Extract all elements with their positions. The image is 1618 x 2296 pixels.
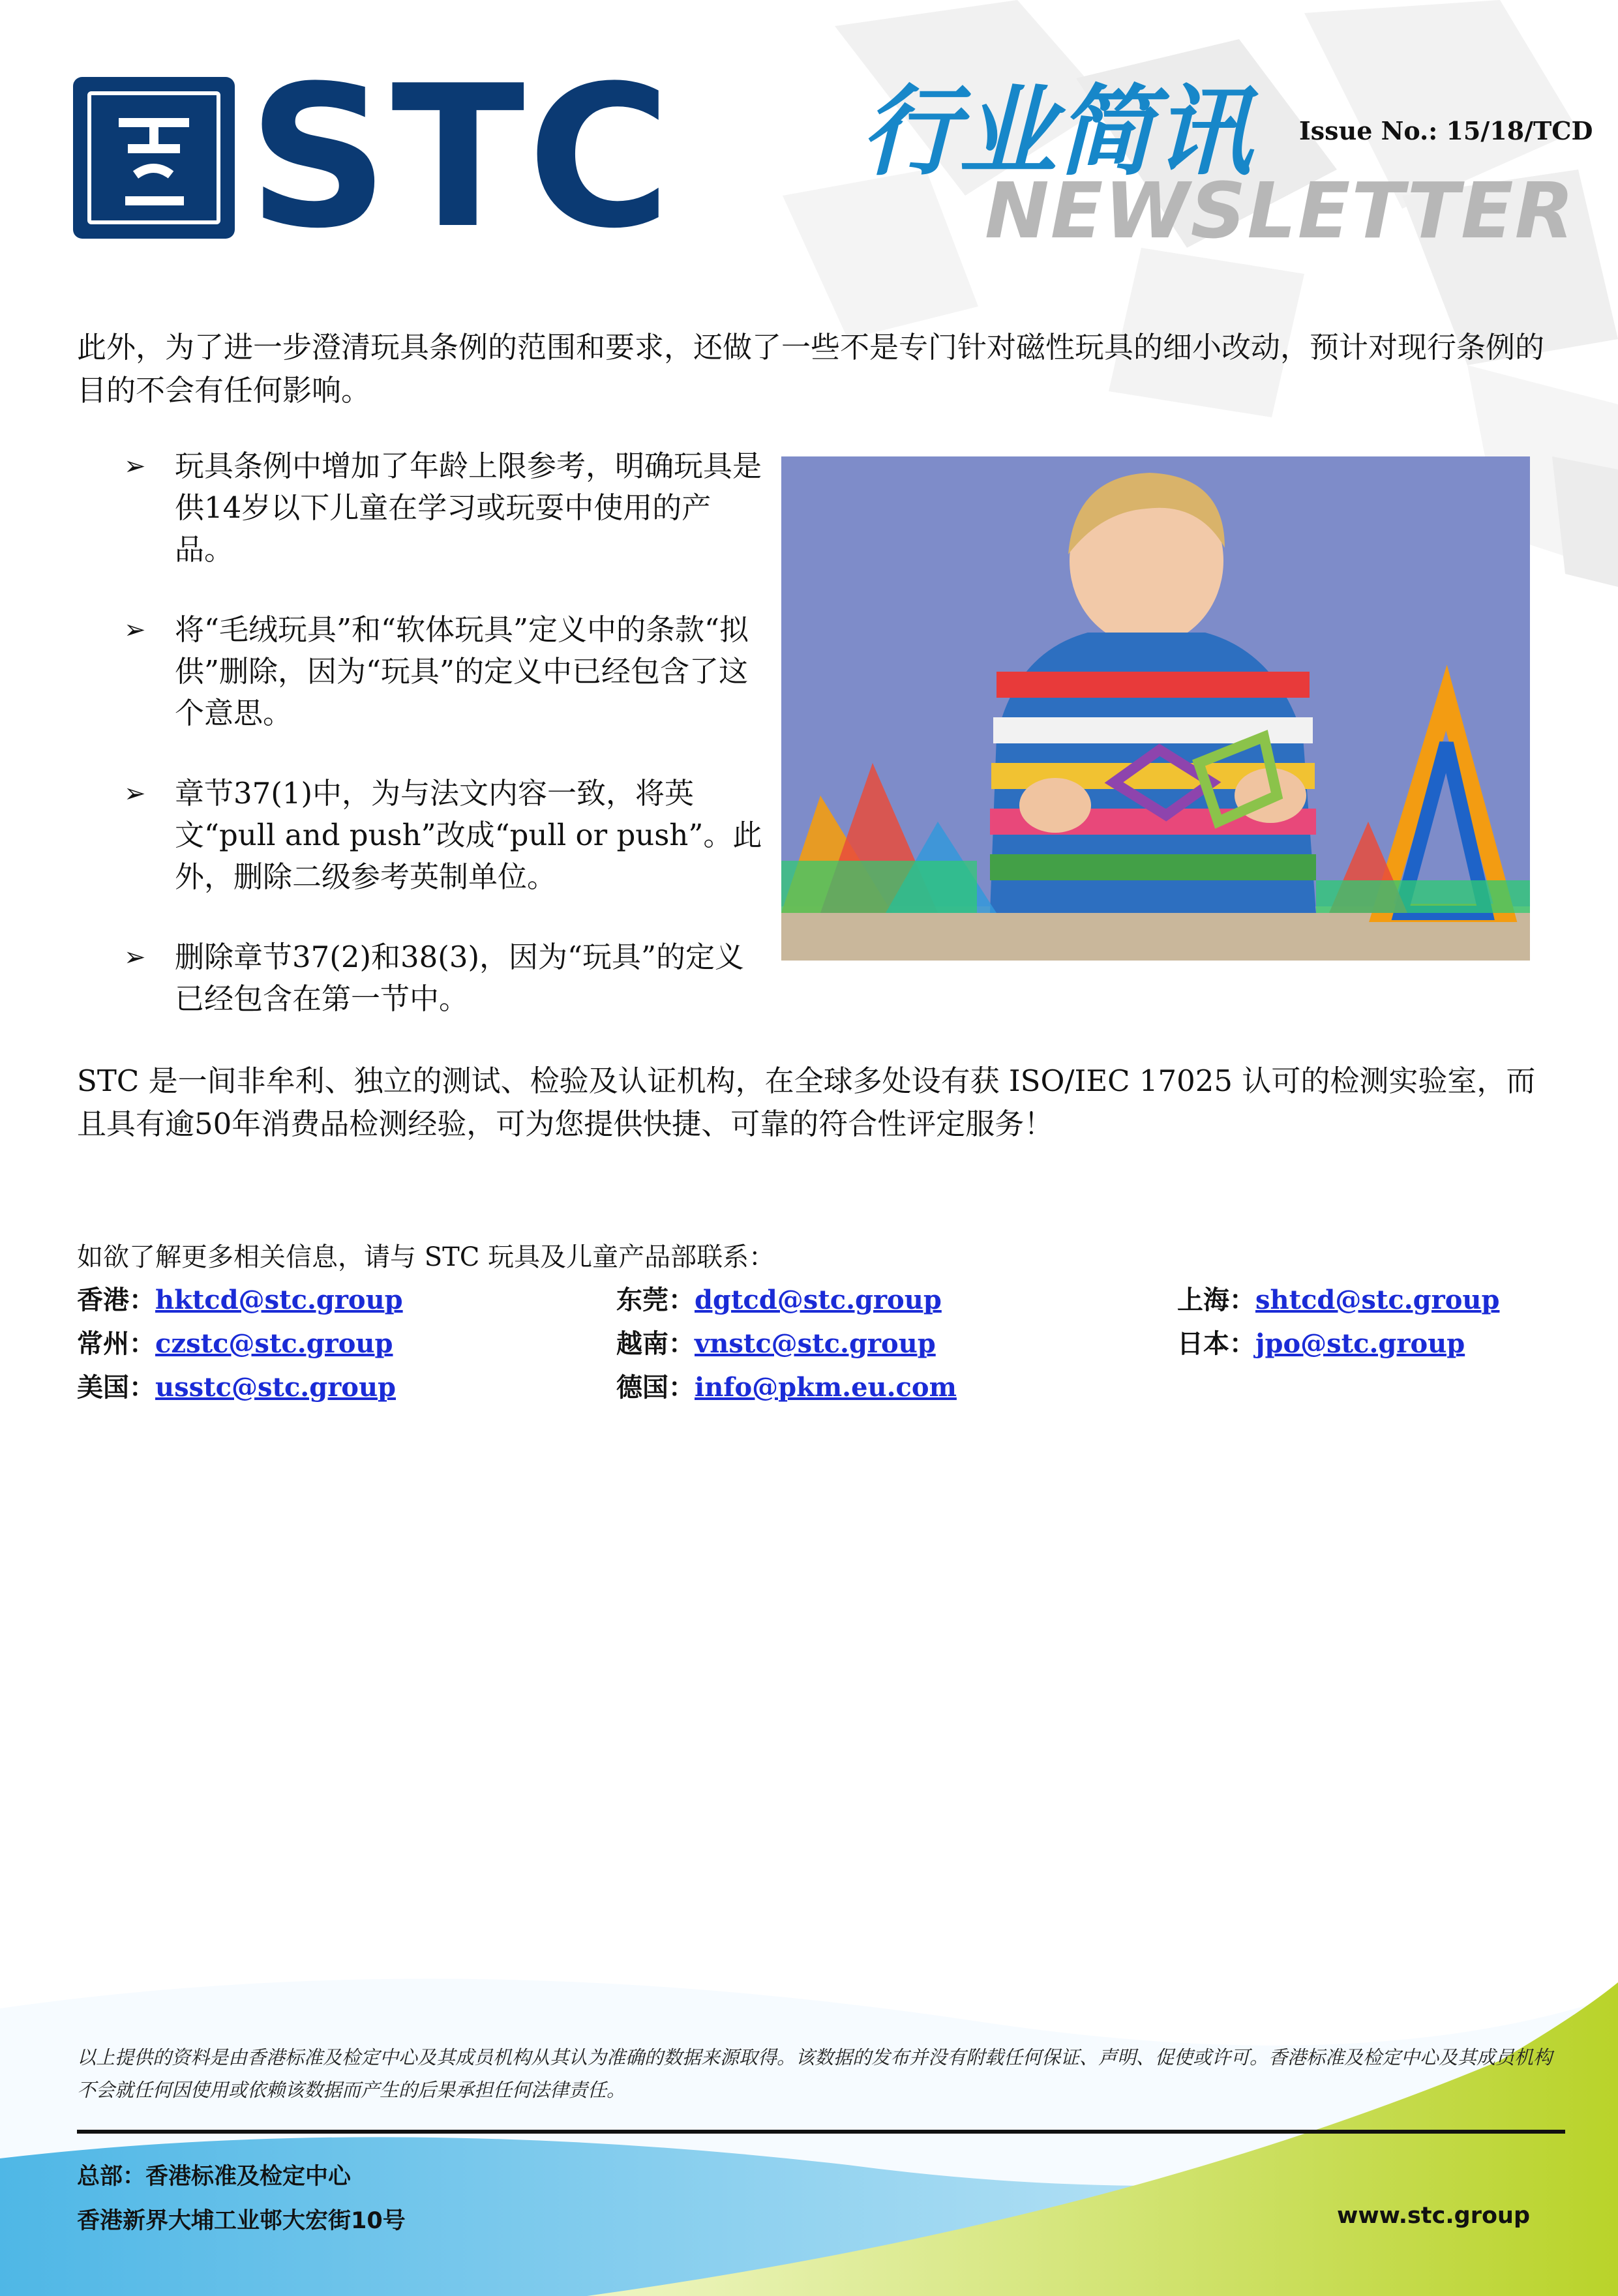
contact-hongkong: 香港：hktcd@stc.group [77,1285,403,1315]
email-link[interactable]: hktcd@stc.group [155,1285,403,1315]
arrow-bullet-icon: ➢ [124,615,146,645]
email-link[interactable]: info@pkm.eu.com [695,1372,957,1403]
list-item: ➢ 删除章节37(2)和38(3)，因为“玩具”的定义已经包含在第一节中。 [124,936,763,1020]
email-link[interactable]: usstc@stc.group [155,1372,397,1403]
email-link[interactable]: dgtcd@stc.group [695,1285,942,1315]
legal-disclaimer: 以上提供的资料是由香港标准及检定中心及其成员机构从其认为准确的数据来源取得。该数据的发布并没有附载任何保证、声明、促使或许可。香港标准及检定中心及其成员机构不会就任何因使用或依赖该数据而产生的后果承担任何法律责任。 [77,2046,1553,2101]
arrow-bullet-icon: ➢ [124,779,146,809]
change-list [124,445,763,1058]
headquarters-name: 总部：香港标准及检定中心 [77,2164,352,2190]
contact-germany: 德国：info@pkm.eu.com [616,1372,957,1403]
contact-vietnam: 越南：vnstc@stc.group [616,1328,936,1359]
about-paragraph: STC 是一间非牟利、独立的测试、检验及认证机构，在全球多处设有获 ISO/IEC 17025 认可的检测实验室，而且具有逾50年消费品检测经验，可为您提供快捷、可靠的符合性评定服务！ [77,1064,1536,1141]
headquarters-address: 香港新界大埔工业邨大宏街10号 [77,2208,406,2234]
email-link[interactable]: vnstc@stc.group [695,1328,936,1359]
arrow-bullet-icon: ➢ [124,942,146,972]
stc-logo-mark [73,77,235,239]
brand-name: STC [248,44,674,271]
list-item: ➢ 将“毛绒玩具”和“软体玩具”定义中的条款“拟供”删除，因为“玩具”的定义中已经包含了这个意思。 [124,609,763,734]
contact-japan: 日本：jpo@stc.group [1177,1328,1465,1359]
newsletter-title-en: NEWSLETTER [985,166,1576,256]
email-link[interactable]: czstc@stc.group [155,1328,393,1359]
contact-shanghai: 上海：shtcd@stc.group [1177,1285,1500,1315]
email-link[interactable]: shtcd@stc.group [1255,1285,1500,1315]
email-link[interactable]: jpo@stc.group [1255,1328,1465,1359]
footer-divider [77,2130,1565,2134]
child-playing-magnetic-tiles-photo [781,456,1530,961]
arrow-bullet-icon: ➢ [124,451,146,481]
footer-background-swoosh [0,1943,1618,2296]
list-item: ➢ 章节37(1)中，为与法文内容一致，将英文“pull and push”改成“pull or push”。此外，删除二级参考英制单位。 [124,773,763,898]
intro-paragraph: 此外，为了进一步澄清玩具条例的范围和要求，还做了一些不是专门针对磁性玩具的细小改动，预计对现行条例的目的不会有任何影响。 [77,330,1545,408]
list-item: ➢ 玩具条例中增加了年龄上限参考，明确玩具是供14岁以下儿童在学习或玩耍中使用的产品。 [124,445,763,571]
contact-dongguan: 东莞：dgtcd@stc.group [616,1285,942,1315]
issue-number: Issue No.: 15/18/TCD [1299,116,1593,145]
contact-changzhou: 常州：czstc@stc.group [77,1328,393,1359]
website-link[interactable]: www.stc.group [1337,2203,1530,2229]
contact-usa: 美国：usstc@stc.group [77,1372,397,1403]
contact-intro: 如欲了解更多相关信息，请与 STC 玩具及儿童产品部联系： [77,1242,775,1272]
newsletter-title-cn: 行业简讯 [861,76,1253,189]
